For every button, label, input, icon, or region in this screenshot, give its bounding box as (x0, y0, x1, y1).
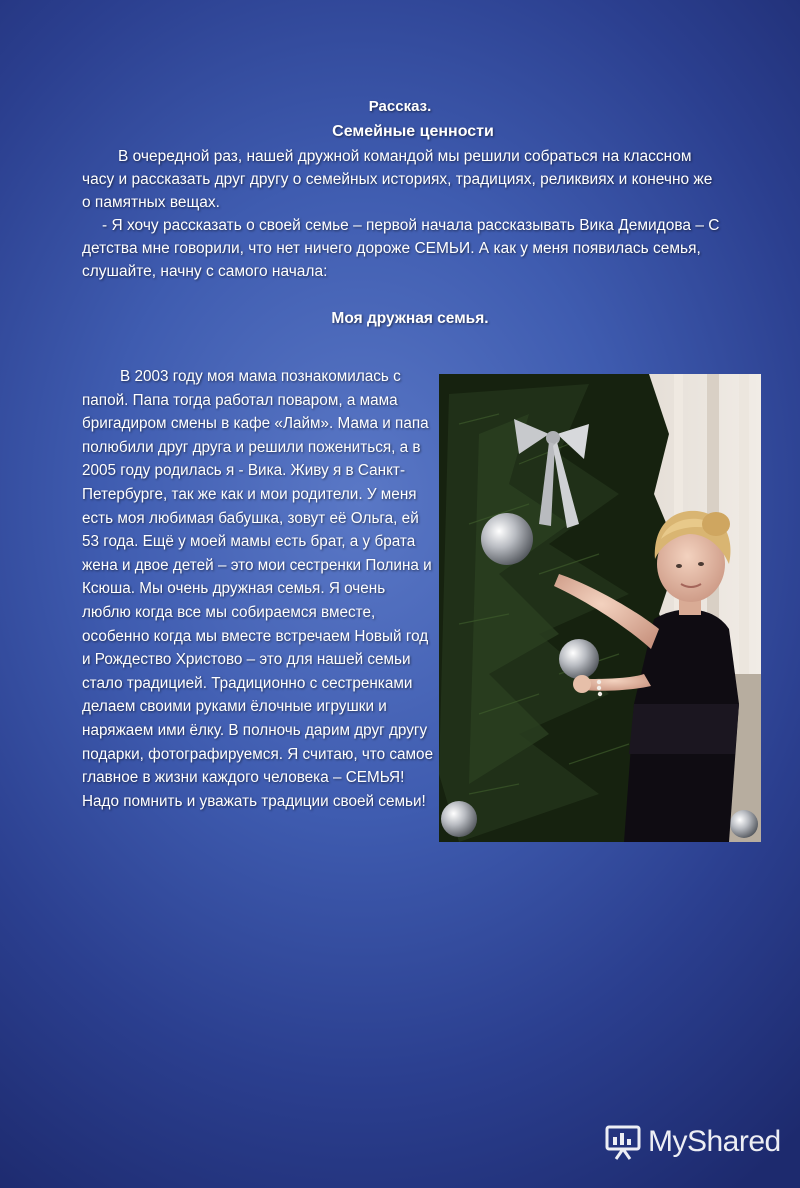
story-paragraph: В 2003 году моя мама познакомилась с папой. Папа тогда работал поваром, а мама бригадиром смены в кафе «Лайм». Мама и папа полюбили друг друга и решили пожениться, а в 2005 году родилась я - Вика. Живу я в Санкт-Петербурге, так же как и мои родители. У меня есть моя любимая бабушка, зовут её Ольга, ей 53 года. Ещё у моей мамы есть брат, а у брата жена и двое детей – это мои сестренки Полина и Ксюша. Мы очень дружная семья. Я очень люблю когда все мы собираемся вместе, особенно когда мы вместе встречаем Новый год и Рождество Христово – это для нашей семьи стало традицией. Традиционно с сестренками делаем своими руками ёлочные игрушки и наряжаем ими ёлку. В полночь дарим друг другу подарки, фотографируемся. Я считаю, что самое главное в жизни каждого человека – СЕМЬЯ! Надо помнить и уважать традиции своей семьи! (82, 368, 434, 810)
story-subtitle: Моя дружная семья. (331, 310, 489, 327)
heading-line-2: Семейные ценности (332, 123, 494, 140)
intro-paragraph-1: В очередной раз, нашей дружной командой мы решили собраться на классном часу и рассказать друг другу о семейных историях, традициях, реликвиях и конечно же о памятных вещах. (82, 148, 713, 211)
christmas-tree-photo (439, 374, 761, 842)
intro-paragraph-2: - Я хочу рассказать о своей семье – первой начала рассказывать Вика Демидова – С детства мне говорили, что нет ничего дороже СЕМЬИ. А как у меня появилась семья, слушайте, начну с самого начала: (82, 217, 720, 280)
watermark-text: MyShared (648, 1125, 781, 1158)
photo-illustration (439, 374, 761, 842)
intro-block (82, 145, 722, 283)
myshared-watermark (604, 1120, 781, 1164)
heading-line-1: Рассказ. (368, 98, 432, 115)
presentation-board-icon (604, 1123, 642, 1161)
